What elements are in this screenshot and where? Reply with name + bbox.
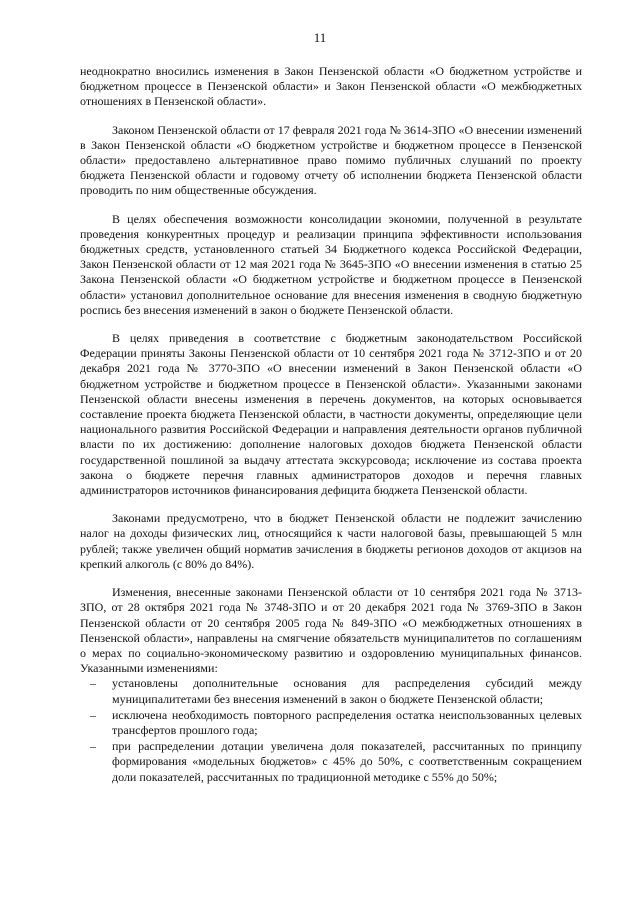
list-item: [80, 676, 582, 706]
paragraph-1: неоднократно вносились изменения в Закон Пензенской области «О бюджетном устройстве и бюджетном процессе в Пензенской области» и Закон Пензенской области «О межбюджетных отношениях в Пензенской области».: [80, 64, 582, 109]
list-item: [80, 739, 582, 785]
paragraph-2: Законом Пензенской области от 17 февраля 2021 года № 3614-ЗПО «О внесении изменений в Закон Пензенской области «О бюджетном устройстве и бюджетном процессе в Пензенской области» предоставлено альтернативное право помимо публичных слушаний по проекту бюджета Пензенской области и годовому отчету об исполнении бюджета Пензенской области проводить по ним общественные обсуждения.: [80, 122, 582, 198]
document-body: [80, 64, 582, 786]
page-number: 11: [313, 30, 327, 45]
list-item-text: исключена необходимость повторного распределения остатка неиспользованных целевых трансфертов прошлого года;: [112, 707, 582, 737]
dash-marker: –: [90, 739, 96, 754]
paragraph-5: Законами предусмотрено, что в бюджет Пензенской области не подлежит зачислению налог на доходы физических лиц, относящийся к части налоговой базы, превышающей 5 млн рублей; также увеличен общий норматив зачисления в бюджеты регионов доходов от акцизов на крепкий алкоголь (с 80% до 84%).: [80, 511, 582, 571]
changes-list: [80, 676, 582, 784]
list-item-text: установлены дополнительные основания для распределения субсидий между муниципалитетами без внесения изменений в закон о бюджете Пензенской области;: [112, 676, 582, 706]
paragraph-3: В целях обеспечения возможности консолидации экономии, полученной в результате проведения конкурентных процедур и реализации принципа эффективности использования бюджетных средств, установленного статьей 34 Бюджетного кодекса Российской Федерации, Закон Пензенской области от 12 мая 2021 года № 3645-ЗПО «О внесении изменения в статью 25 Закона Пензенской области «О бюджетном устройстве и бюджетном процессе в Пензенской области» установил дополнительное основание для внесения изменения в сводную бюджетную роспись без внесения изменений в закон о бюджете Пензенской области.: [80, 211, 582, 317]
dash-marker: –: [90, 676, 96, 691]
dash-marker: –: [90, 707, 96, 722]
paragraph-6: Изменения, внесенные законами Пензенской области от 10 сентября 2021 года № 3713-ЗПО, от 28 октября 2021 года № 3748-ЗПО и от 20 декабря 2021 года № 3769-ЗПО в Закон Пензенской области от 20 сентября 2005 года № 849-ЗПО «О межбюджетных отношениях в Пензенской области», направлены на смягчение обязательств муниципалитетов по соглашениям о мерах по социально-экономическому развитию и оздоровлению муниципальных финансов. Указанными изменениями:: [80, 585, 582, 676]
list-item-text: при распределении дотации увеличена доля показателей, рассчитанных по принципу формирования «модельных бюджетов» с 45% до 50%, с соответственным сокращением доли показателей, рассчитанных по традиционной методике с 55% до 50%;: [112, 739, 582, 784]
paragraph-4: В целях приведения в соответствие с бюджетным законодательством Российской Федерации приняты Законы Пензенской области от 10 сентября 2021 года № 3712-ЗПО и от 20 декабря 2021 года № 3770-ЗПО «О внесении изменений в Закон Пензенской области «О бюджетном устройстве и бюджетном процессе в Пензенской области». Указанными законами Пензенской области внесены изменения в перечень документов, на которых основывается составление проекта бюджета Пензенской области, в частности документы, определяющие цели национального развития Российской Федерации и направления деятельности органов публичной власти по их достижению: дополнение налоговых доходов бюджета Пензенской области государственной пошлиной за выдачу аттестата экскурсовода; исключение из состава проекта закона о бюджете перечня главных администраторов доходов и перечня главных администраторов источников финансирования дефицита бюджета Пензенской области.: [80, 331, 582, 498]
list-item: [80, 708, 582, 738]
